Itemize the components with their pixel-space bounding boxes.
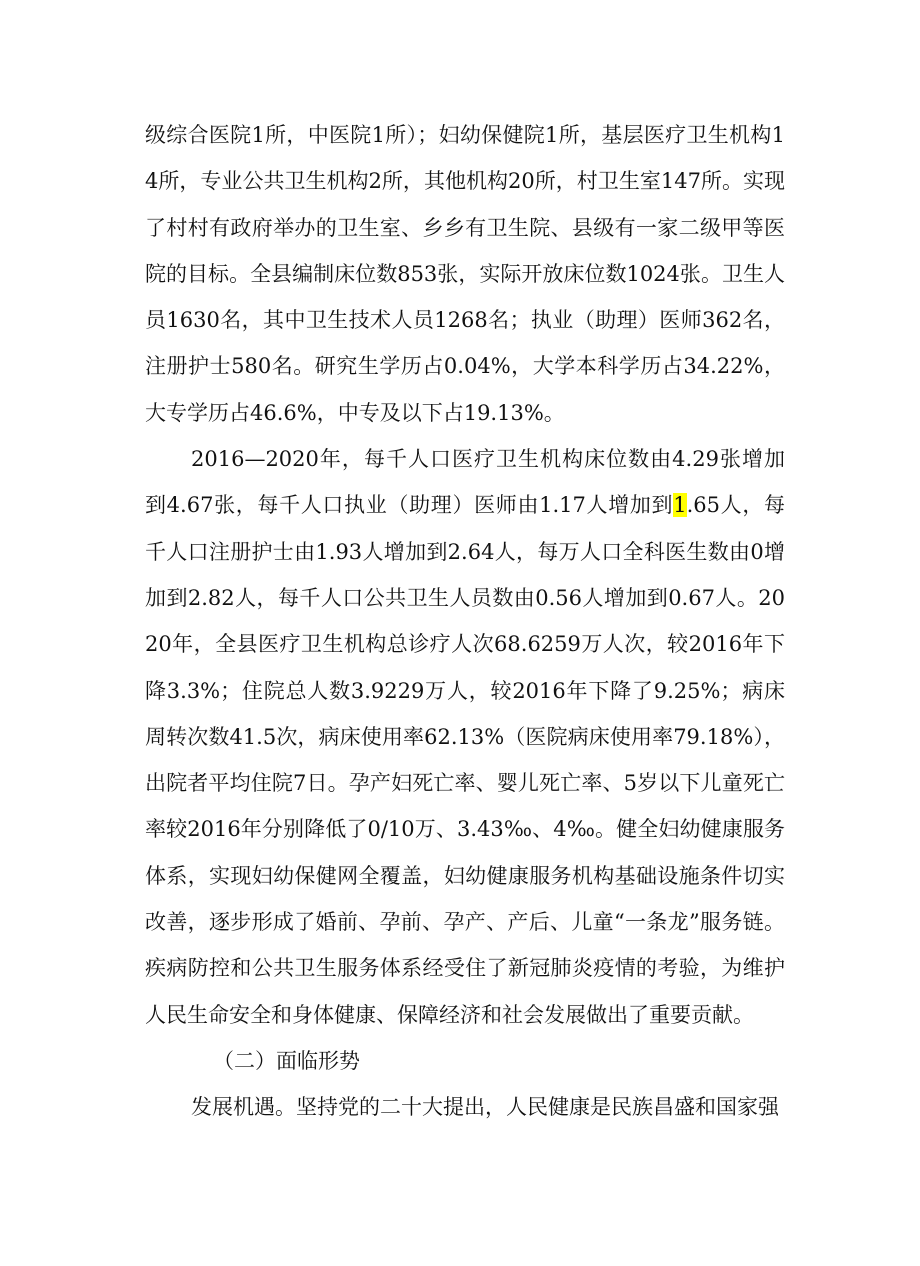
section-heading: （二）面临形势 <box>213 1048 360 1073</box>
document-body <box>145 112 785 1131</box>
paragraph-opportunities: 发展机遇。坚持党的二十大提出，人民健康是民族昌盛和国家强 <box>191 1095 779 1120</box>
paragraph-statistics-text-a: 2016—2020年，每千人口医疗卫生机构床位数由4.29张增加到4.67张，每千人口执业（助理）医师由1.17人增加到 <box>145 447 785 518</box>
paragraph-facilities: 级综合医院1所，中医院1所）；妇幼保健院1所，基层医疗卫生机构14所，专业公共卫生机构2所，其他机构20所，村卫生室147所。实现了村村有政府举办的卫生室、乡乡有卫生院、县级有一家二级甲等医院的目标。全县编制床位数853张，实际开放床位数1024张。卫生人员1630名，其中卫生技术人员1268名；执业（助理）医师362名，注册护士580名。研究生学历占0.04%，大学本科学历占34.22%，大专学历占46.6%，中专及以下占19.13%。 <box>145 123 785 425</box>
paragraph-statistics <box>145 436 785 1038</box>
paragraph-statistics-text-b: .65人，每千人口注册护士由1.93人增加到2.64人，每万人口全科医生数由0增加到2.82人，每千人口公共卫生人员数由0.56人增加到0.67人。2020年，全县医疗卫生机构总诊疗人次68.6259万人次，较2016年下降3.3%；住院总人数3.9229万人，较2016年下降了9.25%；病床周转次数41.5次，病床使用率62.13%（医院病床使用率79.18%），出院者平均住院7日。孕产妇死亡率、婴儿死亡率、5岁以下儿童死亡率较2016年分别降低了0/10万、3.43‰、4‰。健全妇幼健康服务体系，实现妇幼保健网全覆盖，妇幼健康服务机构基础设施条件切实改善，逐步形成了婚前、孕前、孕产、产后、儿童“一条龙”服务链。疾病防控和公共卫生服务体系经受住了新冠肺炎疫情的考验，为维护人民生命安全和身体健康、保障经济和社会发展做出了重要贡献。 <box>145 493 785 1027</box>
highlighted-text: 1 <box>673 493 687 518</box>
